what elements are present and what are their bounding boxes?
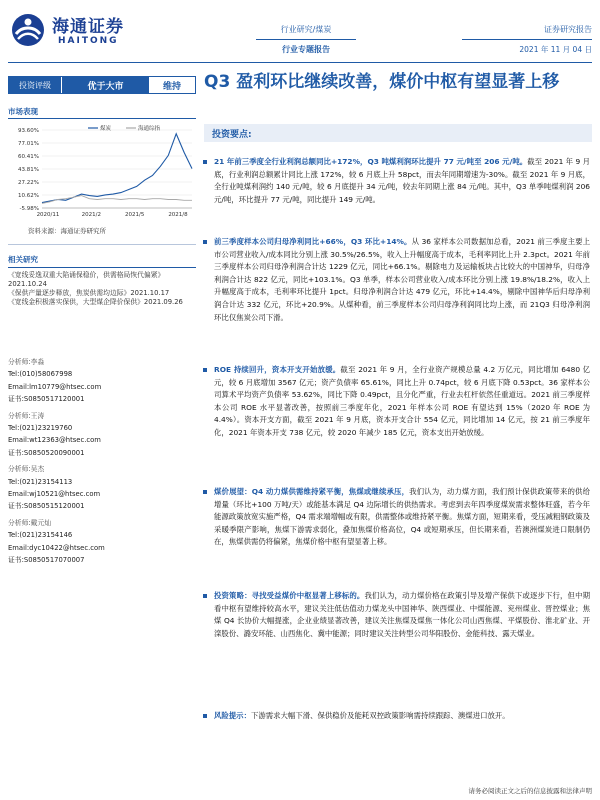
analyst-card (8, 517, 196, 567)
paragraph-body: 我们认为，动力煤价格在政策引导及增产保供下或逐步下行，但中期看中枢有望维持较高水平，建议关注低估值动力煤龙头中国神华、陕西煤业、中煤能源、兖州煤业、晋控煤业；焦煤 Q4 长协价大幅提涨，企业业绩显著改善，建议关注焦煤及煤焦一体化公司山西焦煤、平煤股份、淮北矿业、开滦股份、潞安环能、山西焦化、冀中能源；同时建议关注转型公司华阳股份、金能科技、露天煤业。 (214, 591, 590, 638)
analyst-cert: 证书:S0850520090001 (8, 448, 85, 457)
chart-ytick-label: 60.41% (18, 154, 39, 160)
analyst-tel: Tel:(021)23154146 (8, 531, 73, 540)
report-title: Q3 盈利环比继续改善，煤价中枢有望显著上移 (204, 72, 560, 92)
chart-legend-label: 煤炭 (100, 126, 112, 132)
analyst-tel: Tel:(010)58067998 (8, 370, 73, 379)
chart-ytick-label: 77.01% (18, 141, 39, 147)
key-points-title: 投资要点: (212, 130, 252, 140)
market-chart-svg (8, 122, 196, 222)
header-right (462, 24, 592, 55)
paragraph-lead: 煤价展望：Q4 动力煤供需维持紧平衡，焦煤或继续承压， (214, 487, 410, 496)
market-divider (8, 118, 196, 119)
paragraph-lead: 投资策略：寻找受益煤价中枢显著上移标的。 (214, 591, 365, 600)
paragraph-body: 截至 2021 年 9 月，全行业资产规模总量 4.2 万亿元，同比增加 6480 亿元，较 6 月底增加 3567 亿元；资产负债率 65.61%，同比上升 0.74pct，较 6 月底下降 0.53pct。36 家样本公司算术平均资产负债率 53.62%，同比下降 0.49pct，且分化严重，行业去杠杆依然任重道远。2021 前三季度样本公司 ROE 水平显著改善，按照前三季度年化，2021 年样本公司 ROE 有望达到 15%（2020 年 ROE 为 4.4%）。资本开支方面，截至 2021 年 9 月底，资本开支合计 554 亿元，同比增加 14 亿元，按 21 前三季度年化，2021 年资本开支 738 亿元，较 2020 年减少 185 亿元，资本支出开始放缓。 (214, 365, 590, 437)
paragraph-body: 下游需求大幅下滑、保供稳价及能耗双控政策影响需持续跟踪、澳煤进口放开。 (250, 711, 510, 720)
header-center (256, 24, 356, 55)
analyst-name: 分析师:吴杰 (8, 465, 45, 474)
chart-xtick-label: 2021/8 (168, 212, 188, 218)
analyst-card (8, 463, 196, 513)
rating-value: 优于大市 (61, 77, 149, 93)
analyst-name: 分析师:戴元灿 (8, 518, 52, 527)
chart-source: 资料来源：海通证券研究所 (28, 227, 106, 235)
related-item[interactable]: 《宽线金积极落实保供，大型煤企降价保供》2021.09.26 (8, 298, 183, 306)
chart-ytick-label: 93.60% (18, 128, 39, 134)
report-label: 证券研究报告 (544, 25, 592, 34)
analyst-cert: 证书:S0850517120001 (8, 395, 85, 404)
paragraph-lead: 风险提示： (214, 711, 251, 720)
analyst-email[interactable]: Email:dyc10422@htsec.com (8, 543, 105, 552)
analyst-card (8, 410, 196, 460)
key-point-paragraph (206, 156, 590, 206)
analyst-name: 分析师:李淼 (8, 358, 45, 366)
analyst-email[interactable]: Email:lm10779@htsec.com (8, 382, 102, 391)
rating-label: 投资评级 (9, 77, 61, 93)
chart-ytick-label: 10.62% (18, 193, 39, 199)
key-point-paragraph (206, 486, 590, 549)
paragraph-body: 截至 2021 年 9 月底，行业利润总额累计同比上涨 172%，较 6 月底上升 58pct，而去年同期增速为-30%。截至 2021 年 9 月底，全行业吨煤利润约 140 元/吨，较 6 月底提升 34 元/吨，较去年同期上涨 84 元/吨。其中，Q3 单季吨煤利润 206 元/吨，环比提升 77 元/吨，同比提升 149 元/吨。 (214, 157, 590, 204)
chart-legend-label: 海通综指 (138, 126, 161, 132)
chart-ytick-label: 43.81% (18, 167, 39, 173)
chart-xtick-label: 2020/11 (36, 212, 60, 218)
related-title: 相关研究 (8, 254, 196, 268)
report-date: 2021 年 11 月 04 日 (462, 39, 592, 55)
paragraph-lead: 21 年前三季度全行业利润总额同比+172%，Q3 吨煤利润环比提升 77 元/吨至 206 元/吨。 (214, 157, 528, 166)
analyst-name: 分析师:王涛 (8, 411, 45, 420)
logo-text-cn: 海通证券 (52, 17, 124, 37)
analyst-email[interactable]: Email:wj10521@htsec.com (8, 490, 101, 499)
report-category: 行业研究/煤炭 (280, 25, 332, 34)
report-type: 行业专题报告 (256, 39, 356, 55)
source-divider (8, 244, 196, 245)
chart-ytick-label: -5.98% (19, 206, 39, 212)
related-item[interactable]: 《宽线妥逸双重大陷诵保稳价，供需格局恢代偏紧》2021.10.24 (8, 271, 165, 288)
key-point-paragraph (206, 710, 590, 723)
key-point-paragraph (206, 364, 590, 440)
key-points-bar (204, 124, 592, 142)
disclaimer-footer: 请务必阅读正文之后的信息披露和法律声明 (468, 787, 592, 795)
analyst-tel: Tel:(021)23219760 (8, 424, 73, 433)
company-logo (8, 10, 138, 54)
related-research (8, 254, 196, 307)
analyst-cert: 证书:S0850515120001 (8, 502, 85, 511)
key-point-paragraph (206, 590, 590, 640)
investment-rating (8, 76, 196, 94)
key-point-paragraph (206, 236, 590, 324)
paragraph-lead: ROE 持续回升，资本开支开始放缓。 (214, 365, 341, 374)
analyst-list (8, 356, 196, 571)
paragraph-lead: 前三季度样本公司归母净利同比+66%，Q3 环比+14%。 (214, 237, 412, 246)
market-title: 市场表现 (8, 107, 38, 116)
rating-status: 维持 (149, 77, 195, 93)
logo-text-en: HAITONG (58, 36, 119, 46)
chart-xtick-label: 2021/2 (81, 212, 102, 218)
market-chart (8, 122, 196, 222)
analyst-card (8, 356, 196, 406)
analyst-email[interactable]: Email:wt12363@htsec.com (8, 436, 101, 445)
header-divider (8, 62, 592, 63)
related-item[interactable]: 《保供产量逐步释放，焦炭供需均边际》2021.10.17 (8, 289, 170, 297)
haitong-logo-icon (8, 12, 48, 48)
analyst-tel: Tel:(021)23154113 (8, 477, 73, 486)
chart-ytick-label: 27.22% (18, 180, 39, 186)
chart-xtick-label: 2021/5 (124, 212, 145, 218)
paragraph-body: 我们认为，动力煤方面，我们预计保供政策带来的供给增量（环比+100 万吨/天）或能基本满足 Q4 边际增长的供热需求。考虑到去年四季度煤炭需求整体旺盛，若今年能源政策放宽实施严格，Q4 需求端增幅或有限，供需整体或维持紧平衡。焦煤方面，短期来看，受压减粗钢政策及采暖季限产影响，焦煤下游需求弱化，叠加焦煤价格高位，Q4 或短期承压，但长期来看，若澳洲煤炭进口限制仍在，焦煤供需仍将偏紧，焦煤价格中枢有望显著上移。 (214, 487, 590, 547)
paragraph-body: 从 36 家样本公司数据加总看，2021 前三季度主要上市公司营业收入/成本同比分别上涨 30.5%/26.5%，收入上升幅度高于成本，毛利率同比上升 2.3pct。2021 年前三季度样本公司归母净利润合计达 1229 亿元，同比+66.1%。剔除电力及运输板块占比较大的中国神华，归母净利润合计达 822 亿元，同比+103.1%。Q3 单季，样本公司营业收入/成本环比分别上涨 19.8%/18.2%，收入上升幅度高于成本，毛利率环比提升 1pct。归母净利润合计达 479 亿元，环比+14.4%，剔除中国神华后归母净利润合计达 332 亿元，环比+20.9%。从煤种看，前三季度样本公司归母净利润同比均上涨，而 21Q3 归母净利润环比仅焦炭公司下滑。 (214, 237, 591, 322)
analyst-cert: 证书:S0850517070007 (8, 556, 85, 565)
